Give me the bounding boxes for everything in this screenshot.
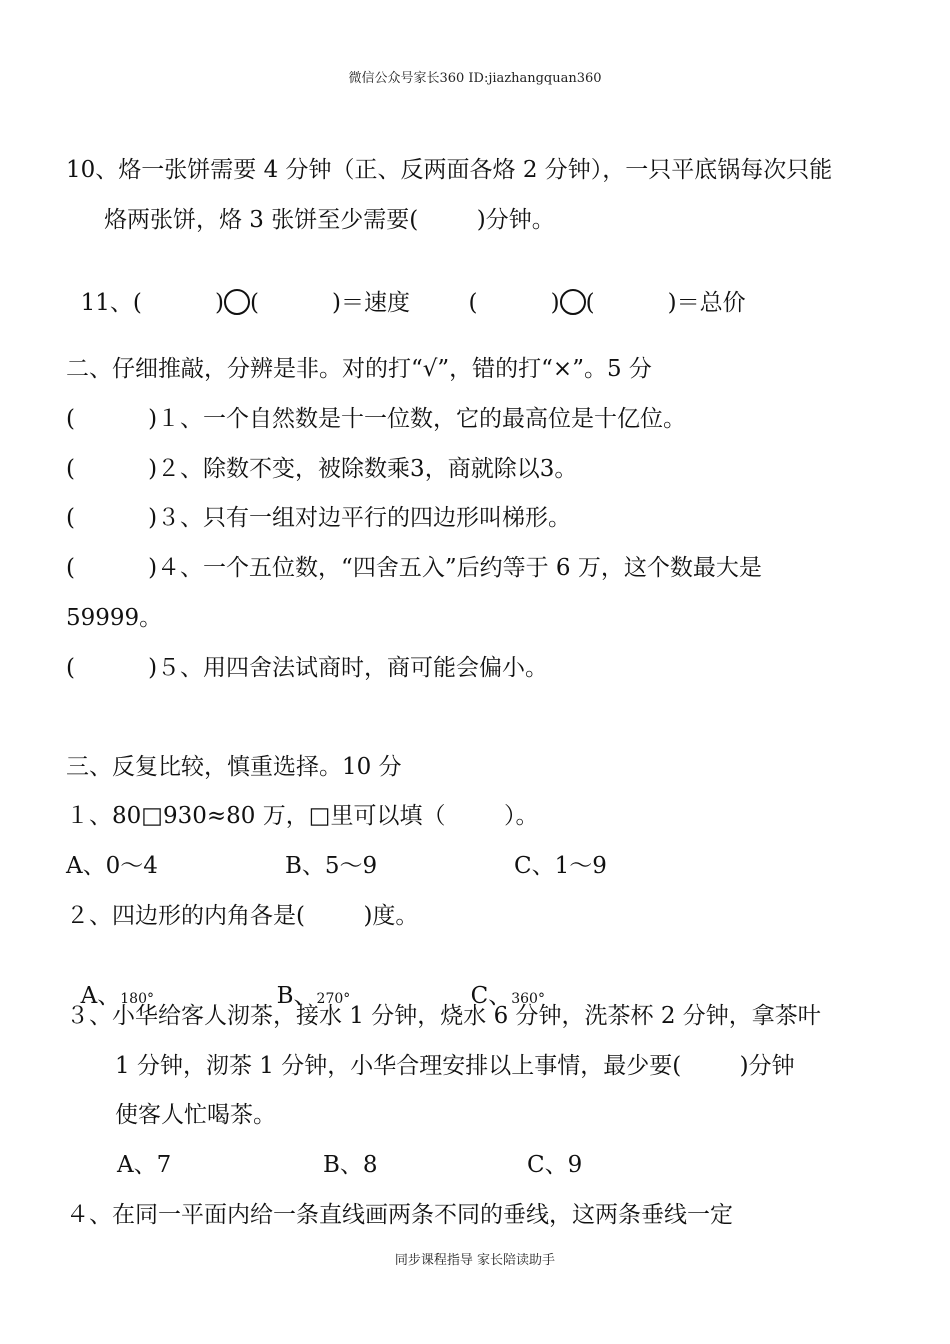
section-2-title: 二、仔细推敲，分辨是非。对的打“√”，错的打“×”。5 分 — [66, 356, 652, 382]
question-11-part-3: ( )＝总价 — [585, 290, 746, 316]
question-11 — [66, 258, 746, 318]
section-2-item-2: ( )２、除数不变，被除数乘3，商就除以3。 — [66, 456, 578, 482]
section-3-question-4: ４、在同一平面内给一条直线画两条不同的垂线，这两条垂线一定 — [66, 1202, 733, 1228]
option-value: 270° — [316, 991, 351, 1007]
circle-operator-icon — [224, 289, 250, 315]
section-3-title: 三、反复比较，慎重选择。10 分 — [66, 754, 402, 780]
option-value: 180° — [120, 991, 154, 1007]
section-3-q3-option-c: C、9 — [527, 1152, 583, 1178]
section-3-question-3-line-1: ３、小华给客人沏茶，接水 1 分钟，烧水 6 分钟，洗茶杯 2 分钟，拿茶叶 — [66, 1003, 821, 1029]
circle-operator-icon — [560, 289, 586, 315]
section-2-item-5: ( )５、用四舍法试商时，商可能会偏小。 — [66, 655, 549, 681]
question-11-part-2: ( )＝速度 ( ) — [249, 290, 560, 316]
section-3-q1-option-a: A、0～4 — [66, 853, 158, 879]
section-2-item-3: ( )３、只有一组对边平行的四边形叫梯形。 — [66, 505, 572, 531]
section-3-q3-option-b: B、8 — [323, 1152, 378, 1178]
section-3-question-3-line-3: 使客人忙喝茶。 — [115, 1102, 276, 1128]
section-3-q1-option-b: B、5～9 — [285, 853, 378, 879]
section-3-question-1: １、80□930≈80 万，□里可以填（ ）。 — [66, 803, 539, 829]
question-10-line-1: 10、烙一张饼需要 4 分钟（正、反两面各烙 2 分钟），一只平底锅每次只能 — [66, 157, 833, 183]
option-label: B、 — [276, 983, 317, 1009]
option-value: 360° — [511, 991, 545, 1007]
question-10-line-2: 烙两张饼，烙 3 张饼至少需要( )分钟。 — [104, 207, 555, 233]
section-3-q1-option-c: C、1～9 — [514, 853, 607, 879]
section-2-item-4: ( )４、一个五位数，“四舍五入”后约等于 6 万，这个数最大是 — [66, 555, 762, 581]
question-11-part-1: 11、( ) — [80, 290, 224, 316]
page-footer: 同步课程指导 家长陪读助手 — [394, 1253, 556, 1268]
section-2-item-1: ( )１、一个自然数是十一位数，它的最高位是十亿位。 — [66, 406, 687, 432]
page-header: 微信公众号家长360 ID:jiazhangquan360 — [348, 71, 602, 86]
option-label: C、 — [470, 983, 512, 1009]
option-label: A、 — [80, 983, 121, 1009]
section-2-item-4-continued: 59999。 — [66, 605, 163, 631]
section-3-question-3-line-2: 1 分钟，沏茶 1 分钟，小华合理安排以上事情，最少要( )分钟 — [115, 1053, 795, 1079]
section-3-q3-option-a: A、7 — [117, 1152, 172, 1178]
section-3-question-2: ２、四边形的内角各是( )度。 — [66, 903, 419, 929]
